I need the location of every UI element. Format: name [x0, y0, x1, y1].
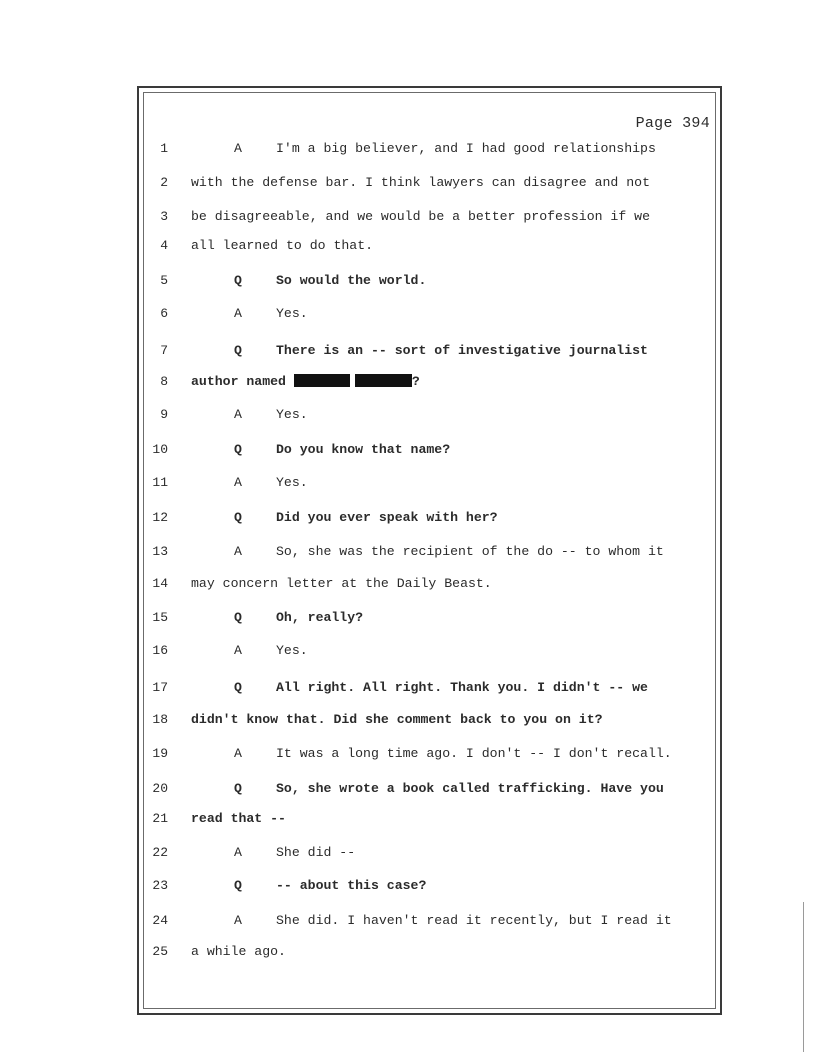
speaker-label: Q: [234, 510, 242, 525]
line-number: 20: [152, 781, 168, 796]
speaker-label: A: [234, 475, 242, 490]
transcript-line-23: [148, 876, 712, 896]
line-number: 12: [152, 510, 168, 525]
redaction-suffix: ?: [411, 374, 420, 389]
transcript-line-10: [148, 440, 712, 460]
line-number: 6: [160, 306, 168, 321]
line-text: may concern letter at the Daily Beast.: [191, 576, 492, 591]
line-text: Did you ever speak with her?: [276, 510, 498, 525]
line-text: Yes.: [276, 475, 308, 490]
transcript-line-24: [148, 911, 712, 931]
line-number: 13: [152, 544, 168, 559]
line-number: 19: [152, 746, 168, 761]
speaker-label: A: [234, 544, 242, 559]
transcript-line-4: [148, 236, 712, 256]
line-text: Oh, really?: [276, 610, 364, 625]
line-number: 7: [160, 343, 168, 358]
transcript-line-20: [148, 779, 712, 799]
line-number: 18: [152, 712, 168, 727]
line-number: 2: [160, 175, 168, 190]
line-number: 25: [152, 944, 168, 959]
line-number: 4: [160, 238, 168, 253]
speaker-label: A: [234, 306, 242, 321]
line-number: 5: [160, 273, 168, 288]
line-text: didn't know that. Did she comment back to you on it?: [191, 712, 603, 727]
speaker-label: A: [234, 746, 242, 761]
speaker-label: Q: [234, 610, 242, 625]
line-text: So, she was the recipient of the do -- to whom it: [276, 544, 664, 559]
line-text: be disagreeable, and we would be a better profession if we: [191, 209, 650, 224]
line-number: 3: [160, 209, 168, 224]
transcript-line-2: [148, 173, 712, 193]
transcript-line-5: [148, 271, 712, 291]
page-number: Page 394: [635, 115, 710, 132]
transcript-line-17: [148, 678, 712, 698]
speaker-label: Q: [234, 273, 242, 288]
speaker-label: Q: [234, 878, 242, 893]
line-text: with the defense bar. I think lawyers can disagree and not: [191, 175, 650, 190]
line-number: 22: [152, 845, 168, 860]
speaker-label: A: [234, 141, 242, 156]
line-text-with-redaction: [191, 372, 420, 392]
transcript-line-12: [148, 508, 712, 528]
line-text: Do you know that name?: [276, 442, 451, 457]
line-number: 10: [152, 442, 168, 457]
line-number: 8: [160, 374, 168, 389]
line-number: 11: [152, 475, 168, 490]
speaker-label: A: [234, 845, 242, 860]
line-text: There is an -- sort of investigative journalist: [276, 343, 648, 358]
line-number: 14: [152, 576, 168, 591]
line-text: Yes.: [276, 643, 308, 658]
speaker-label: Q: [234, 680, 242, 695]
transcript-line-9: [148, 405, 712, 425]
speaker-label: A: [234, 407, 242, 422]
speaker-label: Q: [234, 781, 242, 796]
transcript-line-21: [148, 809, 712, 829]
transcript-line-22: [148, 843, 712, 863]
transcript-line-3: [148, 207, 712, 227]
line-number: 21: [152, 811, 168, 826]
line-text: All right. All right. Thank you. I didn't -- we: [276, 680, 648, 695]
line-number: 16: [152, 643, 168, 658]
line-number: 23: [152, 878, 168, 893]
scan-edge-line: [803, 902, 804, 1052]
transcript-line-25: [148, 942, 712, 962]
line-number: 15: [152, 610, 168, 625]
line-text: She did. I haven't read it recently, but I read it: [276, 913, 672, 928]
line-text: I'm a big believer, and I had good relationships: [276, 141, 656, 156]
transcript-line-18: [148, 710, 712, 730]
line-text: Yes.: [276, 407, 308, 422]
line-text: -- about this case?: [276, 878, 427, 893]
redaction-block: [355, 374, 412, 387]
line-text: read that --: [191, 811, 286, 826]
line-number: 1: [160, 141, 168, 156]
line-text: a while ago.: [191, 944, 286, 959]
transcript-line-8: [148, 372, 712, 392]
speaker-label: Q: [234, 442, 242, 457]
transcript-line-13: [148, 542, 712, 562]
speaker-label: A: [234, 643, 242, 658]
transcript-line-6: [148, 304, 712, 324]
transcript-line-11: [148, 473, 712, 493]
transcript-line-19: [148, 744, 712, 764]
line-text: all learned to do that.: [191, 238, 374, 253]
transcript-line-14: [148, 574, 712, 594]
line-text: It was a long time ago. I don't -- I don't recall.: [276, 746, 672, 761]
speaker-label: Q: [234, 343, 242, 358]
redaction-block: [294, 374, 350, 387]
line-text: Yes.: [276, 306, 308, 321]
line-number: 24: [152, 913, 168, 928]
transcript-line-1: [148, 139, 712, 159]
transcript-line-16: [148, 641, 712, 661]
line-text: So would the world.: [276, 273, 427, 288]
line-text: So, she wrote a book called trafficking. Have you: [276, 781, 664, 796]
transcript-line-7: [148, 341, 712, 361]
line-text: author named: [191, 374, 286, 389]
line-text: She did --: [276, 845, 356, 860]
speaker-label: A: [234, 913, 242, 928]
transcript-line-15: [148, 608, 712, 628]
line-number: 9: [160, 407, 168, 422]
line-number: 17: [152, 680, 168, 695]
